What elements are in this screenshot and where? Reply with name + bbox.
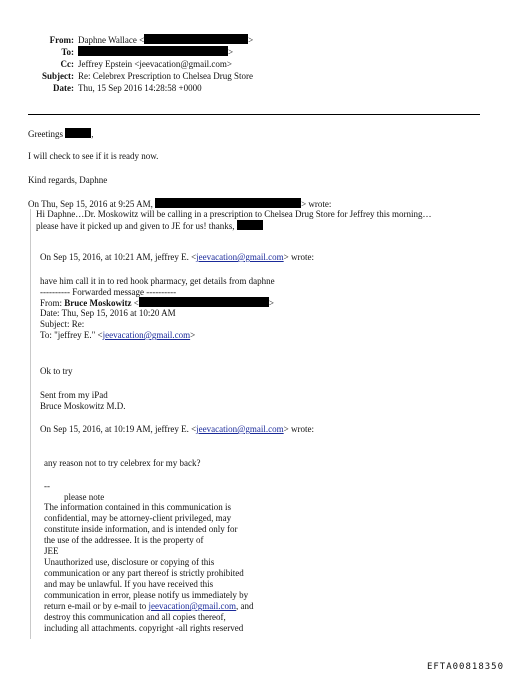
forward-date: Date: Thu, Sep 15, 2016 at 10:20 AM xyxy=(40,308,176,318)
greeting-end: , xyxy=(91,129,94,139)
forward-marker: ---------- Forwarded message ---------- xyxy=(40,287,177,297)
quote-bar xyxy=(30,209,31,639)
cc-label: Cc: xyxy=(60,59,74,69)
email-link[interactable]: jeevacation@gmail.com xyxy=(196,252,284,262)
forward-from-open: < xyxy=(131,298,139,308)
note-line: constitute inside information, and is intended only for xyxy=(44,524,238,534)
subject-row xyxy=(0,70,253,82)
from-row xyxy=(0,34,253,46)
note-line xyxy=(44,601,253,612)
quote-text: Hi Daphne…Dr. Moskowitz will be calling in a prescription to Chelsea Drug Store for Jeffrey this morning… xyxy=(36,209,432,219)
note-line: Unauthorized use, disclosure or copying of this xyxy=(44,557,215,567)
forward-to-suffix: > xyxy=(190,330,196,340)
note-line: The information contained in this communication is xyxy=(44,502,231,512)
greeting xyxy=(28,128,94,140)
quote-header-2 xyxy=(40,252,314,263)
from-close: > xyxy=(248,35,254,45)
from-label: From: xyxy=(49,35,74,45)
forward-from-name: Bruce Moskowitz xyxy=(64,298,132,308)
cc-row xyxy=(0,58,232,70)
redaction-box xyxy=(237,220,263,230)
note-line: JEE xyxy=(44,546,59,556)
to-close: > xyxy=(228,47,234,57)
subject-label: Subject: xyxy=(42,71,74,81)
to-row xyxy=(0,46,233,58)
date-row xyxy=(0,82,202,94)
note-text: return e-mail or by e-mail to xyxy=(44,601,149,611)
quote-header-suffix: > wrote: xyxy=(283,252,314,262)
quote-text: any reason not to try celebrex for my back? xyxy=(44,458,201,468)
forward-from-label: From: xyxy=(40,298,63,308)
redaction-box xyxy=(144,34,248,44)
subject-value: Re: Celebrex Prescription to Chelsea Drug Store xyxy=(78,71,253,81)
quote-header-suffix: > wrote: xyxy=(283,424,314,434)
cc-value: Jeffrey Epstein <jeevacation@gmail.com> xyxy=(78,59,232,69)
note-line: communication or any part thereof is strictly prohibited xyxy=(44,568,244,578)
email-link[interactable]: jeevacation@gmail.com xyxy=(196,424,284,434)
forward-subject: Subject: Re: xyxy=(40,319,85,329)
signoff: Kind regards, Daphne xyxy=(28,175,108,185)
signature: Bruce Moskowitz M.D. xyxy=(40,401,126,411)
note-text: , and xyxy=(235,601,254,611)
quote-header-text: On Thu, Sep 15, 2016 at 9:25 AM, xyxy=(28,199,153,209)
note-line: including all attachments. copyright -all rights reserved xyxy=(44,623,244,633)
header-divider xyxy=(28,114,480,115)
quote-header-3 xyxy=(40,424,314,435)
date-value: Thu, 15 Sep 2016 14:28:58 +0000 xyxy=(78,83,202,93)
forward-to-text: To: "jeffrey E." < xyxy=(40,330,103,340)
quote-header-text: On Sep 15, 2016, at 10:19 AM, jeffrey E. < xyxy=(40,424,197,434)
quote-text-span: please have it picked up and given to JE for us! thanks, xyxy=(36,221,235,231)
quote-header-suffix: > wrote: xyxy=(301,199,332,209)
redaction-box xyxy=(78,46,228,56)
note-line: destroy this communication and all copies thereof, xyxy=(44,612,226,622)
note-title: please note xyxy=(64,492,105,502)
note-line: and may be unlawful. If you have received this xyxy=(44,579,214,589)
note-line: confidential, may be attorney-client privileged, may xyxy=(44,513,232,523)
quote-header-text: On Sep 15, 2016, at 10:21 AM, jeffrey E. < xyxy=(40,252,197,262)
signature-dashes: -- xyxy=(44,481,50,491)
sent-from: Sent from my iPad xyxy=(40,390,108,400)
quote-text: have him call it in to red hook pharmacy, get details from daphne xyxy=(40,276,275,286)
redaction-box xyxy=(139,297,269,307)
from-value: Daphne Wallace < xyxy=(78,35,145,45)
forward-to xyxy=(40,330,195,341)
email-link[interactable]: jeevacation@gmail.com xyxy=(148,601,236,611)
redaction-box xyxy=(155,198,301,208)
redaction-box xyxy=(65,128,94,139)
note-line: communication in error, please notify us immediately by xyxy=(44,590,249,600)
reply-text: Ok to try xyxy=(40,366,73,376)
note-line: the use of the addressee. It is the property of xyxy=(44,535,204,545)
body-line: I will check to see if it is ready now. xyxy=(28,151,159,161)
email-link[interactable]: jeevacation@gmail.com xyxy=(102,330,191,340)
to-label: To: xyxy=(61,47,74,57)
forward-from-close: > xyxy=(268,298,274,308)
quote-text xyxy=(36,220,263,232)
document-id: EFTA00818350 xyxy=(426,662,504,672)
greeting-text: Greetings xyxy=(28,129,63,139)
date-label: Date: xyxy=(53,83,74,93)
